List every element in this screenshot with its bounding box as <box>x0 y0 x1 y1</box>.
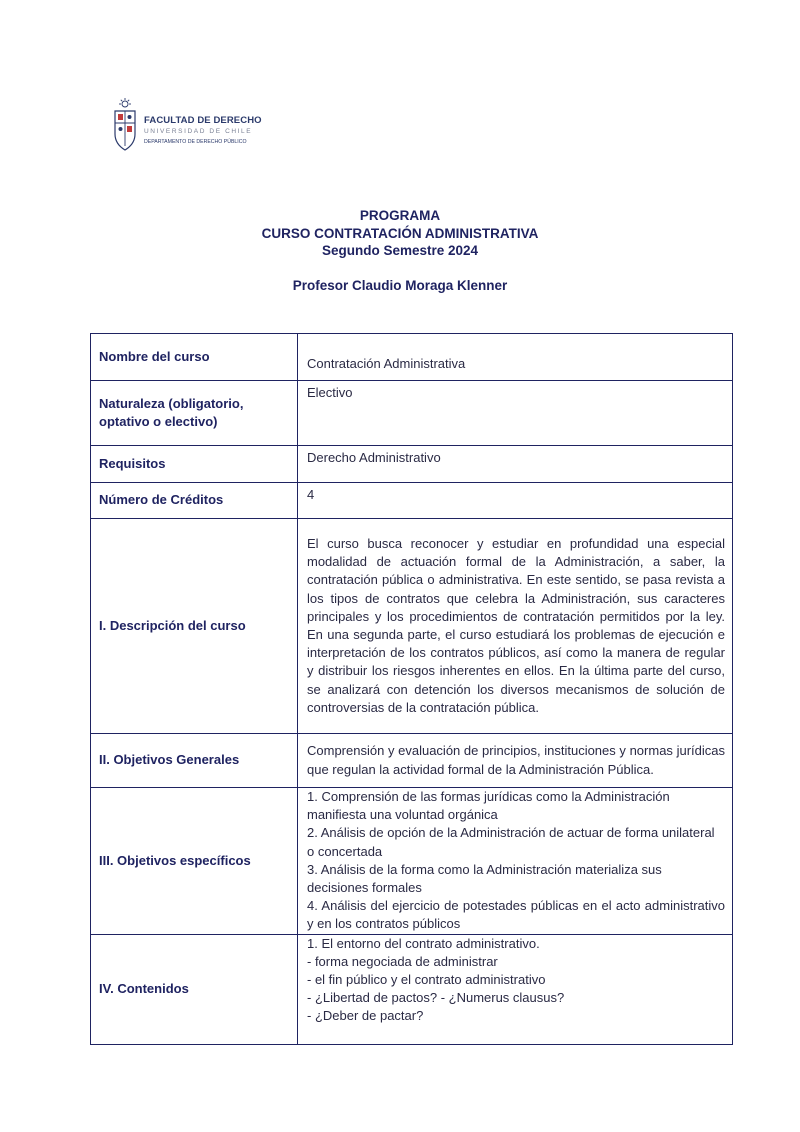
row-value-requisitos: Derecho Administrativo <box>298 446 733 483</box>
header-line-semester: Segundo Semestre 2024 <box>321 243 479 258</box>
program-table <box>90 333 733 1045</box>
list-item: - ¿Deber de pactar? <box>307 1008 424 1024</box>
header-professor: Profesor Claudio Moraga Klenner <box>292 277 508 293</box>
university-name: UNIVERSIDAD DE CHILE <box>144 128 253 135</box>
header-line-programa: PROGRAMA <box>359 208 441 223</box>
row-value-objetivos-generales: Comprensión y evaluación de principios, instituciones y normas jurídicas que regulan la actividad formal de la Administración Pública. <box>298 734 733 788</box>
table-row <box>91 381 733 446</box>
list-item: 1. El entorno del contrato administrativo. <box>307 935 540 951</box>
row-value-contenidos <box>298 934 733 1044</box>
list-item: 1. Comprensión de las formas jurídicas como la Administración manifiesta una voluntad orgánica <box>307 789 670 823</box>
row-value-creditos: 4 <box>298 483 733 519</box>
header-line-course: CURSO CONTRATACIÓN ADMINISTRATIVA <box>261 225 539 241</box>
table-row <box>91 788 733 935</box>
department-name: DEPARTAMENTO DE DERECHO PÚBLICO <box>144 139 247 145</box>
table-row <box>91 446 733 483</box>
row-value-descripcion: El curso busca reconocer y estudiar en profundidad una especial modalidad de actuación formal de la Administración, a saber, la contratación pública o administrativa. En este sentido, se pasa revista a los tipos de contratos que celebra la Administración, sus caracteres principales y los procedimientos de contratación permitidos por la ley. En una segunda parte, el curso estudiará los problemas de ejecución e interpretación de los contratos públicos, así como la manera de regular y distribuir los riesgos inherentes en ellos. En la última parte del curso, se analizará con detención los diversos mecanismos de solución de controversias de la contratación pública. <box>298 519 733 734</box>
row-label-objetivos-generales: II. Objetivos Generales <box>91 734 298 788</box>
list-item: 3. Análisis de la forma como la Administración materializa sus decisiones formales <box>307 861 662 896</box>
table-row <box>91 334 733 381</box>
table-row <box>91 934 733 1044</box>
row-value-nombre: Contratación Administrativa <box>298 334 733 381</box>
document-header <box>0 207 800 294</box>
row-label-nombre: Nombre del curso <box>91 334 298 381</box>
list-item: - ¿Libertad de pactos? - ¿Numerus clausus? <box>307 990 565 1006</box>
row-label-creditos: Número de Créditos <box>91 483 298 519</box>
table-row <box>91 519 733 734</box>
faculty-name: FACULTAD DE DERECHO <box>144 115 262 126</box>
row-label-objetivos-especificos: III. Objetivos específicos <box>91 788 298 935</box>
table-row <box>91 483 733 519</box>
row-value-naturaleza: Electivo <box>298 381 733 446</box>
university-crest-icon <box>110 98 140 154</box>
list-item: 4. Análisis del ejercicio de potestades públicas en el acto administrativo y en los contratos públicos <box>307 898 725 932</box>
row-label-requisitos: Requisitos <box>91 446 298 483</box>
table-row <box>91 734 733 788</box>
list-item: - forma negociada de administrar <box>307 953 498 969</box>
row-label-naturaleza: Naturaleza (obligatorio, optativo o electivo) <box>91 381 298 446</box>
list-item: - el fin público y el contrato administrativo <box>307 972 546 988</box>
list-item: 2. Análisis de opción de la Administración de actuar de forma unilateral o concertada <box>307 825 715 859</box>
faculty-logo <box>110 98 260 154</box>
row-label-contenidos: IV. Contenidos <box>91 934 298 1044</box>
row-value-objetivos-especificos <box>298 788 733 935</box>
row-label-descripcion: I. Descripción del curso <box>91 519 298 734</box>
